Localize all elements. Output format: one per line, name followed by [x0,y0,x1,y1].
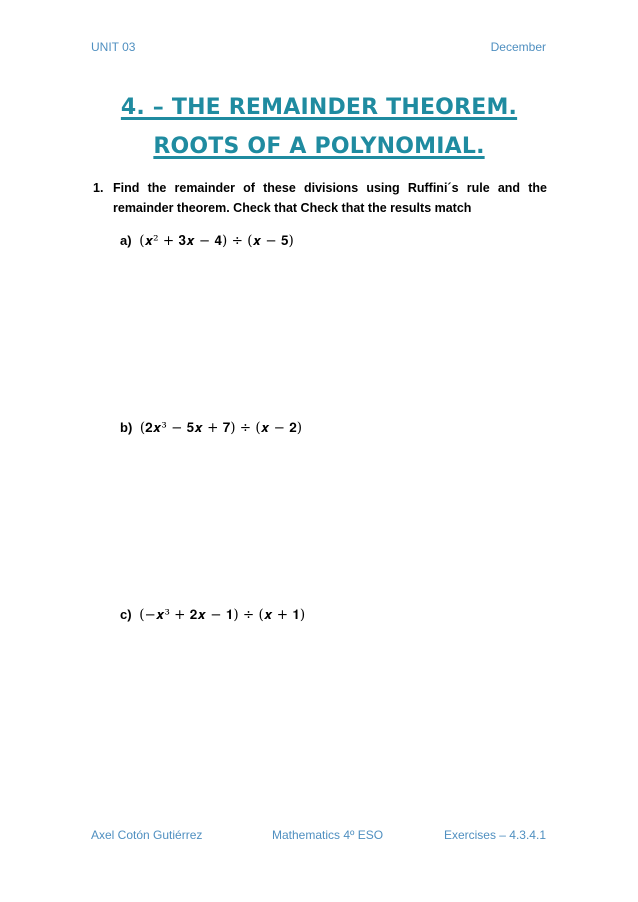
item-expression: (𝒙² + 𝟑𝒙 − 𝟒) ÷ (𝒙 − 𝟓) [139,233,294,249]
item-letter: a) [120,233,132,248]
header-month: December [490,40,546,54]
exercise-item-c [120,607,305,623]
item-letter: c) [120,607,132,622]
header-unit: UNIT 03 [91,40,136,54]
exercise-1 [93,178,547,218]
exercise-statement: Find the remainder of these divisions using Ruffini´s rule and the remainder theorem. Check that Check that the results match [113,181,547,215]
exercise-number: 1. [93,181,104,195]
item-expression: (𝟐𝒙³ − 𝟓𝒙 + 𝟕) ÷ (𝒙 − 𝟐) [139,420,303,436]
exercise-item-a [120,233,294,249]
footer-course: Mathematics 4º ESO [272,828,384,842]
footer-author: Axel Cotón Gutiérrez [91,828,203,842]
item-expression: (−𝒙³ + 𝟐𝒙 − 𝟏) ÷ (𝒙 + 𝟏) [139,607,306,623]
item-letter: b) [120,420,133,435]
exercise-item-b [120,420,302,436]
page-title-line-1: 4. – THE REMAINDER THEOREM. [120,95,518,120]
footer-exercise-ref: Exercises – 4.3.4.1 [443,828,546,842]
page-title-line-2: ROOTS OF A POLYNOMIAL. [153,134,485,159]
